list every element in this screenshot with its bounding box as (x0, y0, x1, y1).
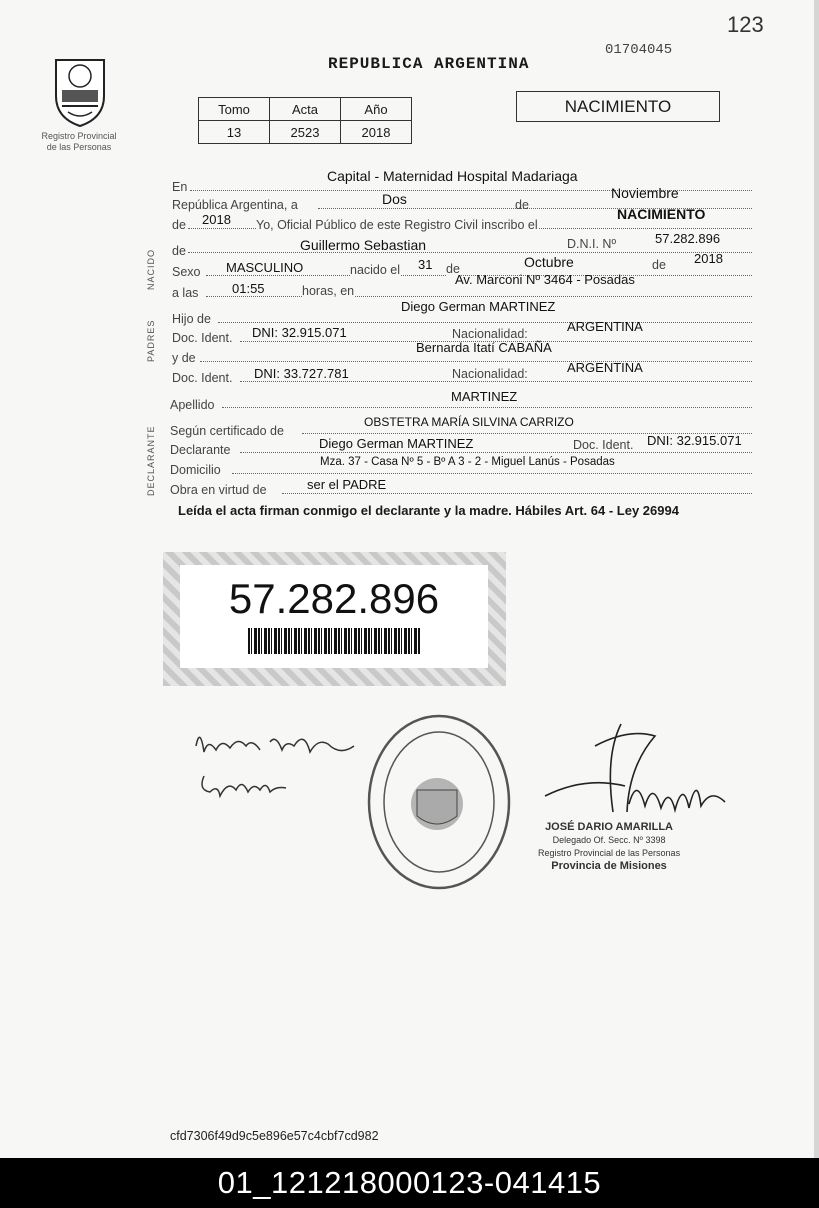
nac-label: Nacionalidad: (452, 367, 528, 381)
alas-label: a las (172, 286, 199, 300)
official-registry: Registro Provincial de las Personas (538, 848, 681, 858)
doc-label: Doc. Ident. (172, 331, 233, 345)
de-label-3: de (172, 244, 186, 258)
de-label: de (515, 198, 529, 212)
padre-value: Diego German MARTINEZ (401, 299, 556, 314)
document-title: REPUBLICA ARGENTINA (328, 55, 530, 73)
nac-mes-value: Octubre (524, 254, 574, 270)
official-province: Provincia de Misiones (551, 860, 667, 872)
domicilio-label: Domicilio (170, 463, 221, 477)
en-label: En (172, 180, 188, 194)
mes-value: Noviembre (611, 185, 679, 201)
official-signature (525, 716, 735, 826)
obra-label: Obra en virtud de (170, 483, 267, 497)
official-role: Delegado Of. Secc. Nº 3398 (552, 835, 666, 845)
madre-nac-value: ARGENTINA (567, 360, 643, 375)
official-seal (365, 712, 515, 892)
dotted-line (206, 296, 752, 297)
dotted-line (282, 493, 752, 494)
table-header: Tomo (199, 98, 270, 121)
segun-label: Según certificado de (170, 424, 284, 438)
table-header: Año (341, 98, 412, 121)
hora-value: 01:55 (232, 281, 265, 296)
hijo-label: Hijo de (172, 312, 211, 326)
closing-statement: Leída el acta firman conmigo el declarante y la madre. Hábiles Art. 64 - Ley 26994 (178, 503, 679, 518)
oficial-text: Yo, Oficial Público de este Registro Civil inscribo el (256, 218, 538, 232)
nacido-label: nacido el (350, 263, 401, 277)
anio-value: 2018 (202, 212, 231, 227)
declarant-signature (190, 716, 370, 811)
doc-label: Doc. Ident. (172, 371, 233, 385)
tomo-acta-table (198, 97, 412, 144)
obra-value: ser el PADRE (307, 477, 387, 492)
padre-doc-value: DNI: 32.915.071 (252, 325, 347, 340)
nac-label: Nacionalidad: (452, 327, 528, 341)
official-name: JOSÉ DARIO AMARILLA (545, 821, 673, 833)
lugar-value: Av. Marconi Nº 3464 - Posadas (455, 272, 635, 287)
table-cell: 2523 (270, 121, 341, 144)
nombre-value: Guillermo Sebastian (300, 237, 427, 253)
dni-value: 57.282.896 (655, 231, 721, 246)
de-label-4: de (446, 262, 460, 276)
horas-label: horas, en (302, 284, 355, 298)
table-header: Acta (270, 98, 341, 121)
registry-emblem-icon (48, 52, 112, 128)
apellido-value: MARTINEZ (451, 389, 518, 404)
dotted-line (218, 322, 752, 323)
table-header-row (199, 98, 412, 121)
registry-label-line2: de las Personas (46, 142, 112, 152)
table-row (199, 121, 412, 144)
dni-number: 57.282.896 (228, 575, 440, 622)
domicilio-value: Mza. 37 - Casa Nº 5 - Bº A 3 - 2 - Miguel Lanús - Posadas (320, 456, 615, 468)
padre-nac-value: ARGENTINA (567, 319, 643, 334)
de-label-2: de (172, 218, 186, 232)
table-cell: 13 (199, 121, 270, 144)
sexo-label: Sexo (172, 265, 201, 279)
registry-label-line1: Registro Provincial (41, 131, 117, 141)
dotted-line (188, 252, 752, 253)
dotted-line (222, 407, 752, 408)
dotted-line (232, 473, 752, 474)
side-label-nacido: NACIDO (146, 248, 156, 290)
dotted-line (240, 381, 752, 382)
dotted-line (240, 452, 752, 453)
madre-value: Bernarda Itatí CABAÑA (416, 340, 552, 355)
dni-label: D.N.I. Nº (567, 237, 617, 251)
republica-label: República Argentina, a (172, 198, 298, 212)
declarante-label: Declarante (170, 443, 231, 457)
decl-doc-value: DNI: 32.915.071 (647, 433, 742, 448)
madre-doc-value: DNI: 33.727.781 (254, 366, 349, 381)
sexo-value: MASCULINO (226, 260, 304, 275)
page-edge (814, 0, 819, 1158)
dni-label-box (163, 552, 506, 686)
acta-type-box: NACIMIENTO (516, 91, 720, 122)
inscribo-value: NACIMIENTO (617, 206, 706, 222)
barcode-icon (248, 628, 420, 654)
footer-id: 01_121218000123-041415 (0, 1158, 819, 1208)
nac-dia-value: 31 (418, 257, 433, 272)
nac-anio-value: 2018 (694, 251, 723, 266)
side-label-declarante: DECLARANTE (146, 425, 156, 496)
registry-label (20, 131, 138, 153)
document-hash: cfd7306f49d9c5e896e57c4cbf7cd982 (170, 1129, 379, 1143)
apellido-label: Apellido (170, 398, 215, 412)
en-value: Capital - Maternidad Hospital Madariaga (327, 168, 578, 184)
table-cell: 2018 (341, 121, 412, 144)
declarante-value: Diego German MARTINEZ (319, 436, 474, 451)
serial-number: 01704045 (605, 42, 673, 58)
dia-value: Dos (382, 191, 407, 207)
decl-doc-label: Doc. Ident. (573, 438, 634, 452)
de-label-5: de (652, 258, 666, 272)
yde-label: y de (172, 351, 196, 365)
side-label-padres: PADRES (146, 319, 156, 362)
dotted-line (200, 361, 752, 362)
dni-label-inner (180, 565, 488, 668)
certificado-value: OBSTETRA MARÍA SILVINA CARRIZO (364, 415, 574, 429)
page-number: 123 (727, 12, 764, 37)
official-info (538, 821, 680, 873)
